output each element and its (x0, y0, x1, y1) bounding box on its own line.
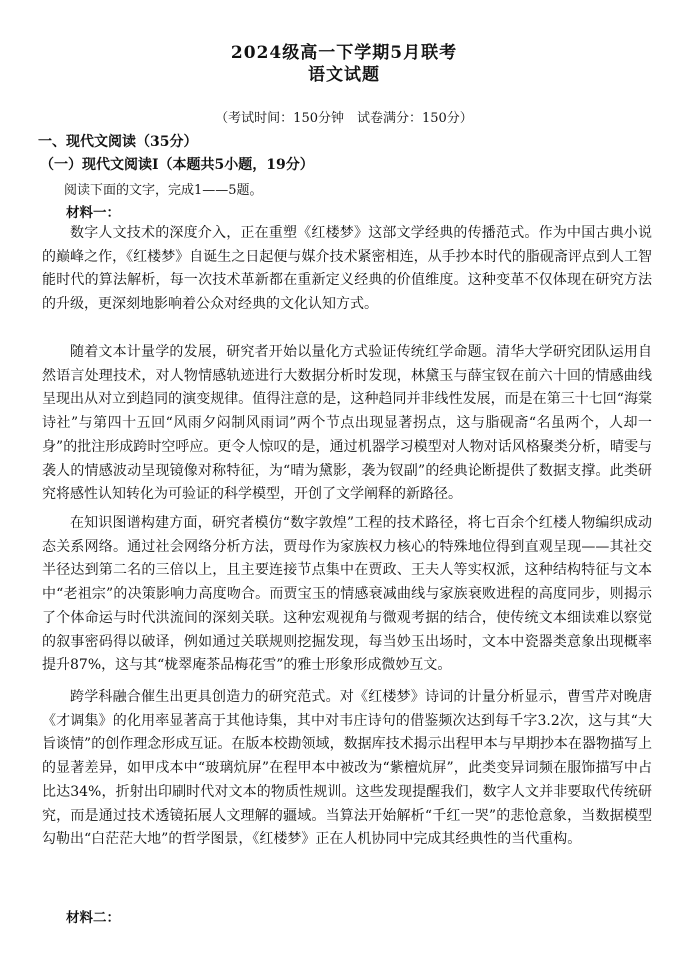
section-heading: 一、现代文阅读（35分） (38, 134, 198, 150)
material-one-paragraph: 在知识图谱构建方面，研究者模仿“数字敦煌”工程的技术路径，将七百余个红楼人物编织成动态关系网络。通过社会网络分析方法，贾母作为家族权力核心的特殊地位得到直观呈现——其社交半径达到第二名的三倍以上，且主要连接节点集中在贾政、王夫人等实权派，这种结构特征与文本中“老祖宗”的决策影响力高度吻合。而贾宝玉的情感衰减曲线与家族衰败进程的高度同步，则揭示了个体命运与时代洪流间的深刻关联。这种宏观视角与微观考据的结合，使传统文本细读难以察觉的叙事密码得以破译，例如通过关联规则挖掘发现，每当妙玉出场时，文本中瓷器类意象出现概率提升87%，这与其“栊翠庵茶品梅花雪”的雅士形象形成微妙互文。 (42, 515, 652, 674)
exam-info: （考试时间：150分钟 试卷满分：150分） (215, 111, 473, 126)
reading-instruction: 阅读下面的文字，完成1——5题。 (64, 183, 263, 198)
material-two-label: 材料二： (66, 910, 120, 926)
material-one-paragraph: 随着文本计量学的发展，研究者开始以量化方式验证传统红学命题。清华大学研究团队运用自然语言处理技术，对人物情感轨迹进行大数据分析时发现，林黛玉与薛宝钗在前六十回的情感曲线呈现出从对立到趋同的演变规律。值得注意的是，这种趋同并非线性发展，而是在第三十七回“海棠诗社”与第四十五回“风雨夕闷制风雨词”两个节点出现显著拐点，这与脂砚斋“名虽两个，人却一身”的批注形成跨时空呼应。更令人惊叹的是，通过机器学习模型对人物对话风格聚类分析，晴雯与袭人的情感波动呈现镜像对称特征，为“晴为黛影，袭为钗副”的经典论断提供了数据支撑。此类研究将感性认知转化为可验证的科学模型，开创了文学阐释的新路径。 (42, 344, 652, 503)
exam-subject-title: 语文试题 (308, 65, 380, 85)
material-one-label: 材料一： (66, 205, 120, 221)
exam-title: 2024级高一下学期5月联考 (230, 43, 458, 63)
material-one-paragraph: 跨学科融合催生出更具创造力的研究范式。对《红楼梦》诗词的计量分析显示，曹雪芹对晚唐《才调集》的化用率显著高于其他诗集，其中对韦庄诗句的借鉴频次达到每千字3.2次，这与其“大旨谈情”的创作理念形成互证。在版本校勘领域，数据库技术揭示出程甲本与早期抄本在器物描写上的显著差异，如甲戌本中“玻璃炕屏”在程甲本中被改为“紫檀炕屏”，此类变异词频在服饰描写中占比达34%，折射出印刷时代对文本的物质性规训。这些发现提醒我们，数字人文并非要取代传统研究，而是通过技术透镜拓展人文理解的疆域。当算法开始解析“千红一哭”的悲怆意象，当数据模型勾勒出“白茫茫大地”的哲学图景，《红楼梦》正在人机协同中完成其经典性的当代重构。 (42, 689, 652, 848)
subsection-heading: （一）现代文阅读Ⅰ（本题共5小题，19分） (40, 157, 314, 173)
material-one-paragraph: 数字人文技术的深度介入，正在重塑《红楼梦》这部文学经典的传播范式。作为中国古典小说的巅峰之作，《红楼梦》自诞生之日起便与媒介技术紧密相连，从手抄本时代的脂砚斋评点到人工智能时代的算法解析，每一次技术革新都在重新定义经典的价值维度。这种变革不仅体现在研究方法的升级，更深刻地影响着公众对经典的文化认知方式。 (42, 225, 652, 313)
